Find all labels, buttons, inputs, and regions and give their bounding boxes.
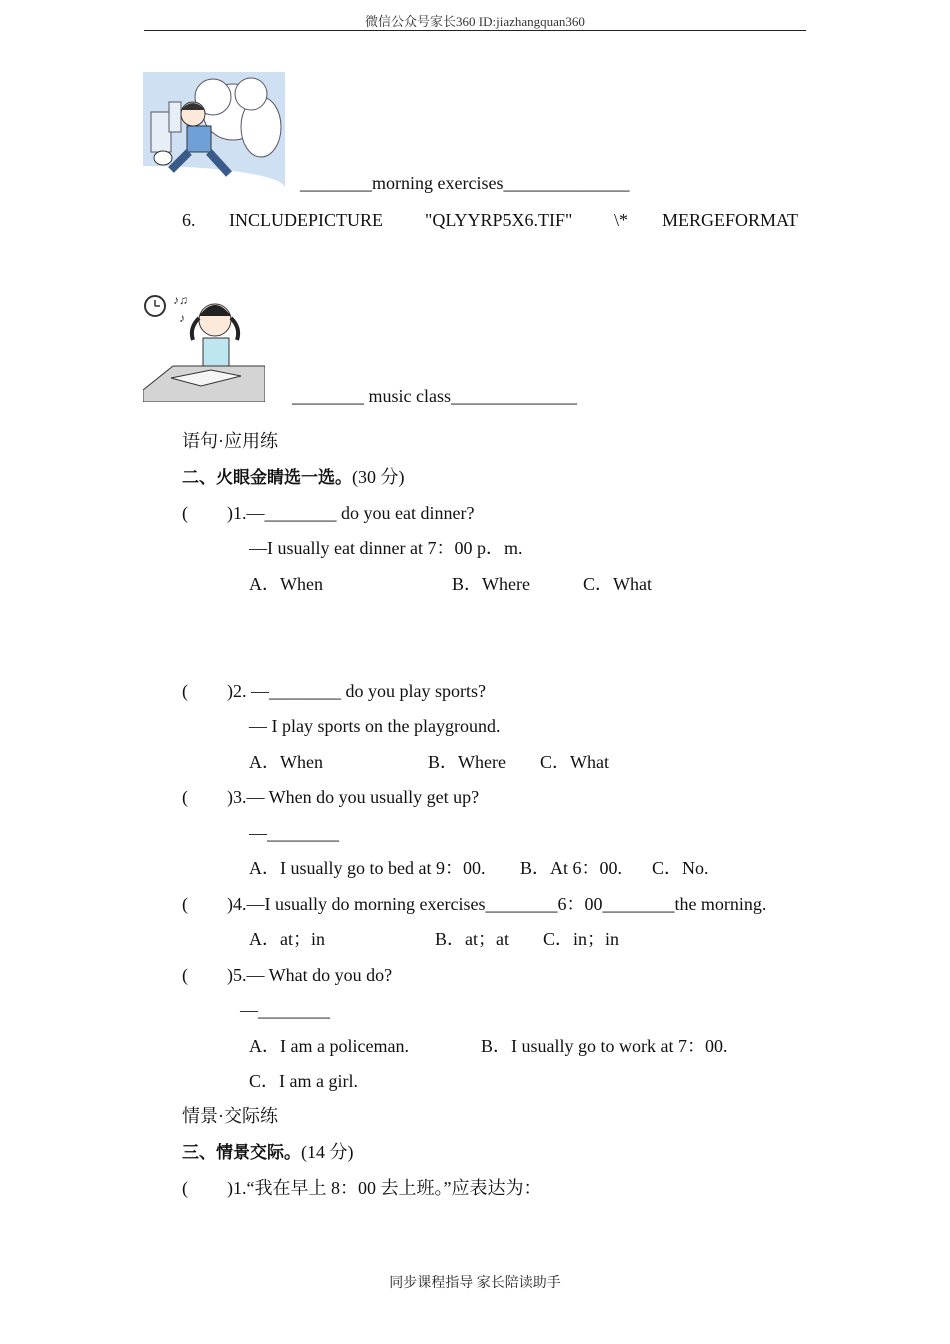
q2-stem: )2. —________ do you play sports? (227, 681, 486, 701)
section2-score: (30 分) (352, 467, 405, 487)
page-header: 微信公众号家长360 ID:jiazhangquan360 (365, 14, 585, 29)
q3-paren: ( (182, 787, 188, 807)
q5-stem: )5.— What do you do? (227, 965, 393, 985)
q2-answer: — I play sports on the playground. (249, 716, 501, 736)
q5-option-c: C．I am a girl. (249, 1071, 358, 1091)
q4-option-b: B．at；at (435, 929, 509, 949)
item6-caption: ________ music class______________ (292, 386, 577, 406)
q1-option-b: B．Where (452, 574, 530, 594)
item6-field-filename: "QLYYRP5X6.TIF" (425, 210, 573, 230)
q3-stem: )3.— When do you usually get up? (227, 787, 480, 807)
svg-text:♪♫: ♪♫ (173, 293, 188, 307)
section3-title-text: 三、情景交际。 (182, 1143, 301, 1163)
q4-option-c: C．in；in (543, 929, 620, 949)
section2-title (182, 466, 405, 489)
q1-option-c: C．What (583, 574, 652, 594)
q2-option-a: A．When (249, 752, 323, 772)
q3-option-c: C．No. (652, 858, 709, 878)
section3-title (182, 1141, 354, 1164)
q5-paren: ( (182, 965, 188, 985)
q1-option-a: A．When (249, 574, 323, 594)
svg-text:♪: ♪ (179, 311, 185, 325)
item5-caption: ________morning exercises______________ (300, 173, 630, 193)
q1-paren: ( (182, 503, 188, 523)
q5-option-a: A．I am a policeman. (249, 1036, 409, 1056)
item6-field-switch: \* (614, 210, 629, 230)
q2-option-c: C．What (540, 752, 609, 772)
item6-field-mergeformat: MERGEFORMAT (662, 210, 799, 230)
q3-option-a: A．I usually go to bed at 9：00. (249, 858, 486, 878)
q4-option-a: A．at；in (249, 929, 325, 949)
header-rule (144, 30, 806, 31)
q2-paren: ( (182, 681, 188, 701)
section-label-application: 语句·应用练 (182, 431, 278, 451)
music-class-illustration (143, 290, 265, 402)
q4-paren: ( (182, 894, 188, 914)
morning-exercises-illustration (143, 72, 285, 188)
q3-option-b: B．At 6：00. (520, 858, 623, 878)
q5-option-b: B．I usually go to work at 7：00. (481, 1036, 728, 1056)
q4-stem: )4.—I usually do morning exercises________6：00________the morning. (227, 894, 767, 914)
q5-answer: —________ (240, 1000, 330, 1020)
q2-option-b: B．Where (428, 752, 506, 772)
q1-stem: )1.—________ do you eat dinner? (227, 503, 475, 523)
section-label-communication: 情景·交际练 (182, 1106, 278, 1126)
q1-answer: —I usually eat dinner at 7：00 p．m. (249, 538, 523, 558)
section2-title-text: 二、火眼金睛选一选。 (182, 468, 352, 488)
s3-q1-paren: ( (182, 1178, 188, 1198)
s3-q1-stem: )1.“我在早上 8：00 去上班。”应表达为： (227, 1178, 542, 1198)
item6-field-include: INCLUDEPICTURE (229, 210, 383, 230)
item6-number: 6. (182, 210, 196, 230)
q3-answer: —________ (249, 823, 339, 843)
page-footer: 同步课程指导 家长陪读助手 (389, 1276, 561, 1291)
section3-score: (14 分) (301, 1142, 354, 1162)
